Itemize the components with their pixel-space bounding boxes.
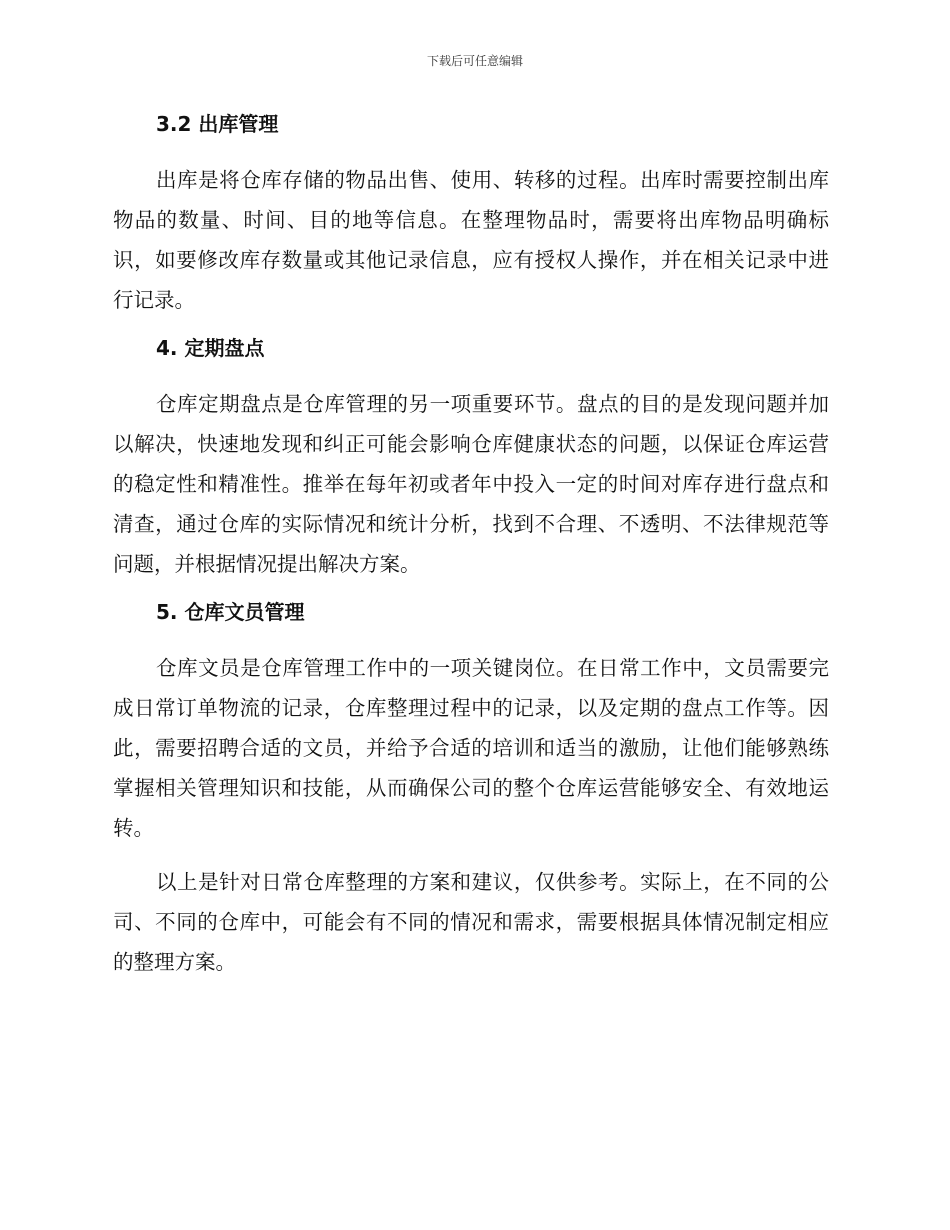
section-heading: 3.2 出库管理 bbox=[156, 112, 279, 136]
section-outbound-management bbox=[113, 110, 829, 320]
conclusion-block bbox=[113, 862, 829, 982]
section-heading: 5. 仓库文员管理 bbox=[156, 600, 305, 624]
conclusion-paragraph: 以上是针对日常仓库整理的方案和建议，仅供参考。实际上，在不同的公司、不同的仓库中，可能会有不同的情况和需求，需要根据具体情况制定相应的整理方案。 bbox=[113, 870, 829, 974]
section-heading: 4. 定期盘点 bbox=[156, 336, 265, 360]
section-regular-inventory bbox=[113, 334, 829, 584]
section-paragraph: 仓库定期盘点是仓库管理的另一项重要环节。盘点的目的是发现问题并加以解决，快速地发现和纠正可能会影响仓库健康状态的问题，以保证仓库运营的稳定性和精准性。推举在每年初或者年中投入一定的时间对库存进行盘点和清查，通过仓库的实际情况和统计分析，找到不合理、不透明、不法律规范等问题，并根据情况提出解决方案。 bbox=[113, 392, 829, 576]
section-warehouse-clerk-management bbox=[113, 598, 829, 848]
section-paragraph: 仓库文员是仓库管理工作中的一项关键岗位。在日常工作中，文员需要完成日常订单物流的记录，仓库整理过程中的记录，以及定期的盘点工作等。因此，需要招聘合适的文员，并给予合适的培训和适当的激励，让他们能够熟练掌握相关管理知识和技能，从而确保公司的整个仓库运营能够安全、有效地运转。 bbox=[113, 656, 829, 840]
page-header: 下载后可任意编辑 bbox=[426, 54, 523, 68]
document-body bbox=[113, 110, 829, 982]
section-paragraph: 出库是将仓库存储的物品出售、使用、转移的过程。出库时需要控制出库物品的数量、时间、目的地等信息。在整理物品时，需要将出库物品明确标识，如要修改库存数量或其他记录信息，应有授权人操作，并在相关记录中进行记录。 bbox=[113, 168, 829, 312]
